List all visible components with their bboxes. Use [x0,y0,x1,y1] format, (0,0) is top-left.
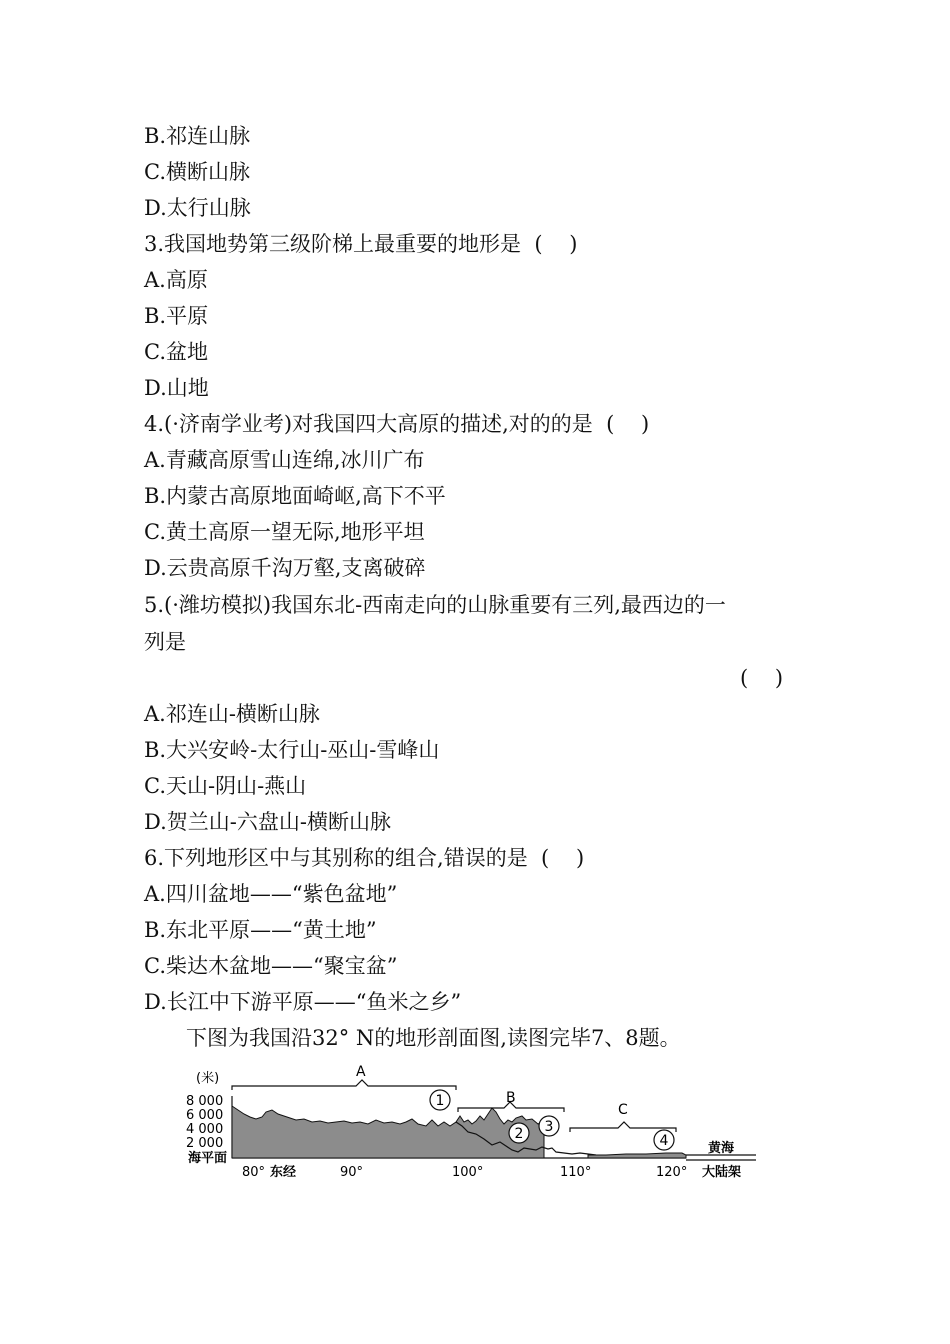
q2-option-c: C.横断山脉 [144,160,250,184]
q6-option-b: B.东北平原——“黄土地” [144,918,377,942]
region-label-a: A [356,1064,366,1080]
q5-option-d: D.贺兰山-六盘山-横断山脉 [144,810,391,834]
q5-answer-paren: ( ) [740,666,784,690]
question-5: 5.(·潍坊模拟)我国东北-西南走向的山脉重要有三列,最西边的一 [144,593,726,617]
q4-option-d: D.云贵高原千沟万壑,支离破碎 [144,556,426,580]
x-tick-90: 90° [340,1165,364,1180]
q5-option-a: A.祁连山-横断山脉 [144,702,320,726]
question-3: 3.我国地势第三级阶梯上最重要的地形是 ( ) [144,232,578,256]
q2-option-d: D.太行山脉 [144,196,251,220]
y-tick-2000: 2 000 [186,1136,224,1151]
x-tick-110: 110° [560,1165,592,1180]
y-tick-4000: 4 000 [186,1122,224,1137]
y-unit-label: (米) [196,1071,220,1086]
q4-option-a: A.青藏高原雪山连绵,冰川广布 [144,448,425,472]
y-tick-8000: 8 000 [186,1094,224,1109]
x-tick-80: 80° [242,1165,266,1180]
q6-option-a: A.四川盆地——“紫色盆地” [144,882,398,906]
question-5-cont: 列是 [144,630,186,654]
marker-3-label: 3 [544,1119,554,1135]
q4-option-b: B.内蒙古高原地面崎岖,高下不平 [144,484,446,508]
q5-option-c: C.天山-阴山-燕山 [144,774,307,798]
marker-2-label: 2 [514,1126,524,1142]
x-tick-100: 100° [452,1165,484,1180]
q5-option-b: B.大兴安岭-太行山-巫山-雪峰山 [144,738,440,762]
region-label-c: C [618,1102,628,1118]
q4-option-c: C.黄土高原一望无际,地形平坦 [144,520,425,544]
q6-option-c: C.柴达木盆地——“聚宝盆” [144,954,398,978]
terrain-plain-c [588,1153,686,1158]
x-tick-east-longitude: 东经 [270,1165,297,1180]
terrain-profile-figure [186,1062,766,1186]
q3-option-c: C.盆地 [144,340,208,364]
x-tick-120: 120° [656,1165,688,1180]
y-tick-6000: 6 000 [186,1108,224,1123]
q3-option-a: A.高原 [144,268,208,292]
q3-option-b: B.平原 [144,304,209,328]
marker-1-label: 1 [435,1093,445,1109]
bracket-a [232,1080,456,1090]
q6-option-d: D.长江中下游平原——“鱼米之乡” [144,990,462,1014]
region-label-b: B [506,1090,516,1106]
figure-intro: 下图为我国沿32° N的地形剖面图,读图完毕7、8题。 [186,1026,681,1050]
q3-option-d: D.山地 [144,376,209,400]
question-6: 6.下列地形区中与其别称的组合,错误的是 ( ) [144,846,585,870]
sea-label: 黄海 [708,1141,735,1156]
q2-option-b: B.祁连山脉 [144,124,251,148]
y-tick-sea-level: 海平面 [188,1151,228,1166]
shelf-label: 大陆架 [702,1165,742,1180]
terrain-plateau-a [232,1106,544,1158]
question-4: 4.(·济南学业考)对我国四大高原的描述,对的的是 ( ) [144,412,650,436]
marker-4-label: 4 [659,1133,669,1149]
terrain-profile-svg [186,1062,766,1186]
